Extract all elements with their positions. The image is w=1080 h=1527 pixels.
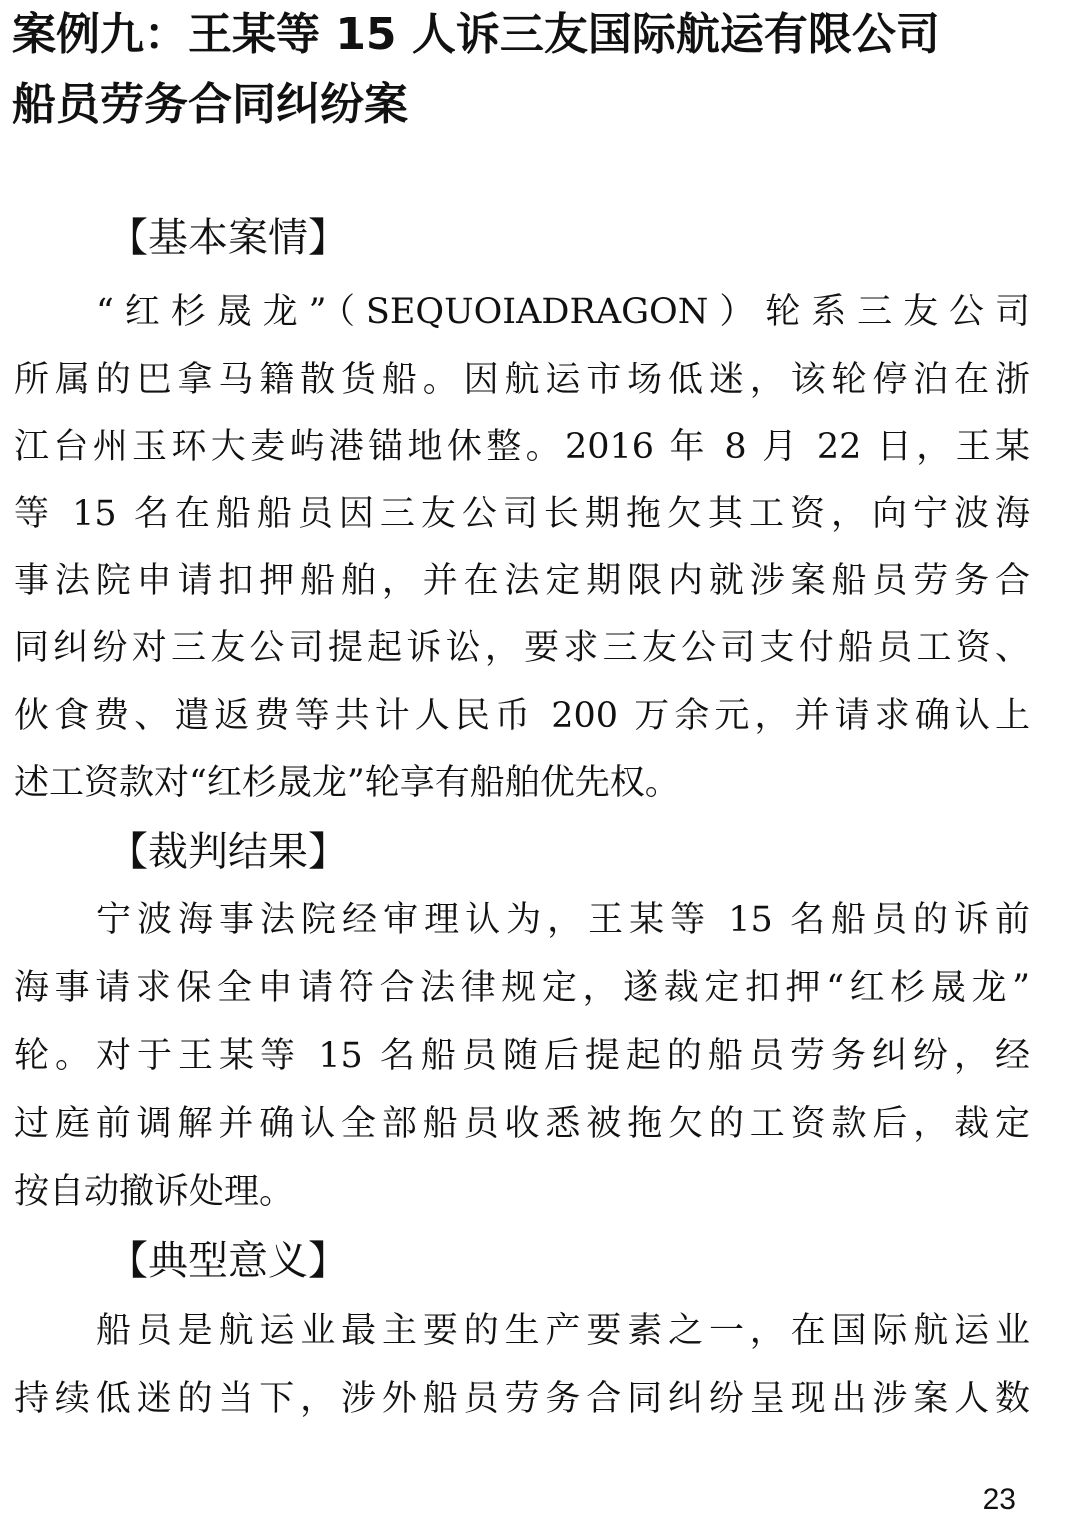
paragraph-line: 宁波海事法院经审理认为，王某等 15 名船员的诉前 bbox=[96, 900, 1030, 940]
paragraph-line: 海事请求保全申请符合法律规定，遂裁定扣押“红杉晟龙” bbox=[14, 968, 1030, 1008]
paragraph-line: 事法院申请扣押船舶，并在法定期限内就涉案船员劳务合 bbox=[14, 561, 1030, 601]
paragraph-line: 述工资款对“红杉晟龙”轮享有船舶优先权。 bbox=[14, 763, 680, 803]
case-title-line-2: 船员劳务合同纠纷案 bbox=[12, 79, 408, 130]
page-number: 23 bbox=[982, 1483, 1016, 1516]
paragraph-line: 轮。对于王某等 15 名船员随后提起的船员劳务纠纷，经 bbox=[14, 1036, 1030, 1076]
paragraph-line: 所属的巴拿马籍散货船。因航运市场低迷，该轮停泊在浙 bbox=[14, 360, 1030, 400]
paragraph-line: 江台州玉环大麦屿港锚地休整。2016 年 8 月 22 日，王某 bbox=[14, 427, 1030, 467]
paragraph-line: 同纠纷对三友公司提起诉讼，要求三友公司支付船员工资、 bbox=[14, 628, 1030, 668]
paragraph-line: 船员是航运业最主要的生产要素之一，在国际航运业 bbox=[96, 1311, 1030, 1351]
paragraph-line: 持续低迷的当下，涉外船员劳务合同纠纷呈现出涉案人数 bbox=[14, 1379, 1030, 1419]
paragraph-line: “红杉晟龙”（SEQUOIADRAGON）轮系三友公司 bbox=[96, 292, 1030, 332]
paragraph-line: 等 15 名在船船员因三友公司长期拖欠其工资，向宁波海 bbox=[14, 494, 1030, 534]
case-title-line-1: 案例九：王某等 15 人诉三友国际航运有限公司 bbox=[12, 9, 940, 60]
paragraph-line: 伙食费、遣返费等共计人民币 200 万余元，并请求确认上 bbox=[14, 696, 1030, 736]
section-heading-significance: 【典型意义】 bbox=[108, 1238, 348, 1284]
paragraph-line: 按自动撤诉处理。 bbox=[14, 1172, 295, 1212]
section-heading-basic-facts: 【基本案情】 bbox=[108, 215, 348, 261]
paragraph-line: 过庭前调解并确认全部船员收悉被拖欠的工资款后，裁定 bbox=[14, 1104, 1030, 1144]
section-heading-judgment: 【裁判结果】 bbox=[108, 829, 348, 875]
